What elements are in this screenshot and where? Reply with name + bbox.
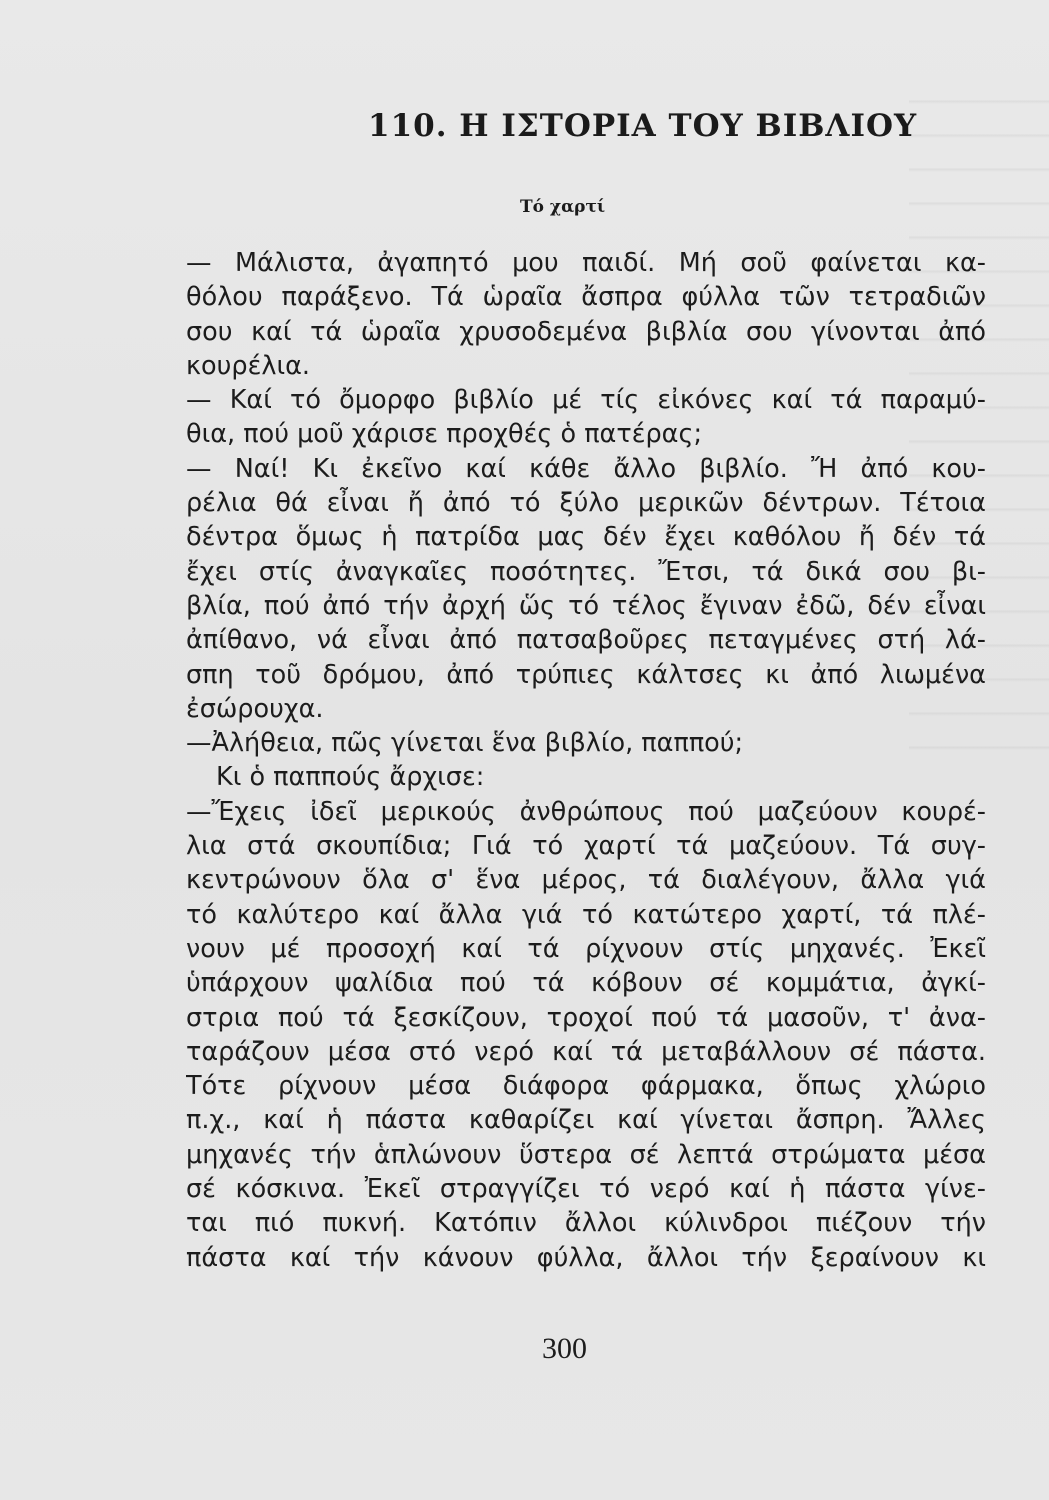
text-line: ἀπίθανο, νά εἶναι ἀπό πατσαβοῦρες πεταγμένες στή λά-	[186, 625, 986, 656]
text-line: —Ἔχεις ἰδεῖ μερικούς ἀνθρώπους πού μαζεύουν κουρέ-	[186, 796, 986, 827]
text-line: ἔχει στίς ἀναγκαῖες ποσότητες. Ἔτσι, τά δικά σου βι-	[186, 556, 986, 587]
text-line: θόλου παράξενο. Τά ὡραῖα ἄσπρα φύλλα τῶν τετραδιῶν	[186, 282, 986, 313]
text-line: —Ἀλήθεια, πῶς γίνεται ἕνα βιβλίο, παππού;	[186, 728, 744, 759]
text-line: τό καλύτερο καί ἄλλα γιά τό κατώτερο χαρτί, τά πλέ-	[186, 899, 986, 930]
text-line: δέντρα ὅμως ἡ πατρίδα μας δέν ἔχει καθόλου ἤ δέν τά	[186, 522, 986, 553]
text-line: Κι ὁ παππούς ἄρχισε:	[216, 762, 485, 793]
text-line: λια στά σκουπίδια; Γιά τό χαρτί τά μαζεύουν. Τά συγ-	[186, 831, 986, 862]
text-line: στρια πού τά ξεσκίζουν, τροχοί πού τά μασοῦν, τ' ἀνα-	[186, 1002, 986, 1033]
text-line: ὑπάρχουν ψαλίδια πού τά κόβουν σέ κομμάτια, ἀγκί-	[186, 968, 986, 999]
text-line: νουν μέ προσοχή καί τά ρίχνουν στίς μηχανές. Ἐκεῖ	[186, 933, 986, 964]
text-line: ταράζουν μέσα στό νερό καί τά μεταβάλλουν σέ πάστα.	[186, 1036, 986, 1067]
text-line: σέ κόσκινα. Ἐκεῖ στραγγίζει τό νερό καί ἡ πάστα γίνε-	[186, 1174, 986, 1205]
text-line: κεντρώνουν ὅλα σ' ἕνα μέρος, τά διαλέγουν, ἄλλα γιά	[186, 865, 986, 896]
text-line: πάστα καί τήν κάνουν φύλλα, ἄλλοι τήν ξεραίνουν κι	[186, 1242, 986, 1273]
section-subtitle: Τό χαρτί	[520, 197, 606, 217]
text-line: βλία, πού ἀπό τήν ἀρχή ὥς τό τέλος ἔγιναν ἐδῶ, δέν εἶναι	[186, 590, 986, 621]
text-line: ται πιό πυκνή. Κατόπιν ἄλλοι κύλινδροι πιέζουν τήν	[186, 1208, 986, 1239]
text-line: — Μάλιστα, ἀγαπητό μου παιδί. Μή σοῦ φαίνεται κα-	[186, 248, 986, 278]
page-number: 300	[542, 1332, 587, 1365]
body-text	[186, 246, 986, 1275]
text-line: — Ναί! Κι ἐκεῖνο καί κάθε ἄλλο βιβλίο. Ἤ ἀπό κου-	[186, 453, 986, 484]
text-line: σου καί τά ὡραῖα χρυσοδεμένα βιβλία σου γίνονται ἀπό	[186, 316, 986, 347]
text-line: — Καί τό ὄμορφο βιβλίο μέ τίς εἰκόνες καί τά παραμύ-	[186, 385, 986, 416]
text-line: κουρέλια.	[186, 350, 310, 381]
text-line: Τότε ρίχνουν μέσα διάφορα φάρμακα, ὅπως χλώριο	[186, 1071, 986, 1102]
text-line: π.χ., καί ἡ πάστα καθαρίζει καί γίνεται ἄσπρη. Ἄλλες	[186, 1105, 986, 1136]
text-line: θια, πού μοῦ χάρισε προχθές ὁ πατέρας;	[186, 419, 703, 450]
text-line: ρέλια θά εἶναι ἤ ἀπό τό ξύλο μερικῶν δέντρων. Τέτοια	[186, 488, 986, 519]
text-line: μηχανές τήν ἁπλώνουν ὕστερα σέ λεπτά στρώματα μέσα	[186, 1139, 986, 1170]
text-line: σπη τοῦ δρόμου, ἀπό τρύπιες κάλτσες κι ἀπό λιωμένα	[186, 659, 986, 690]
text-line: ἐσώρουχα.	[186, 693, 324, 724]
chapter-title: 110. Η ΙΣΤΟΡΙΑ ΤΟΥ ΒΙΒΛΙΟΥ	[368, 108, 918, 144]
